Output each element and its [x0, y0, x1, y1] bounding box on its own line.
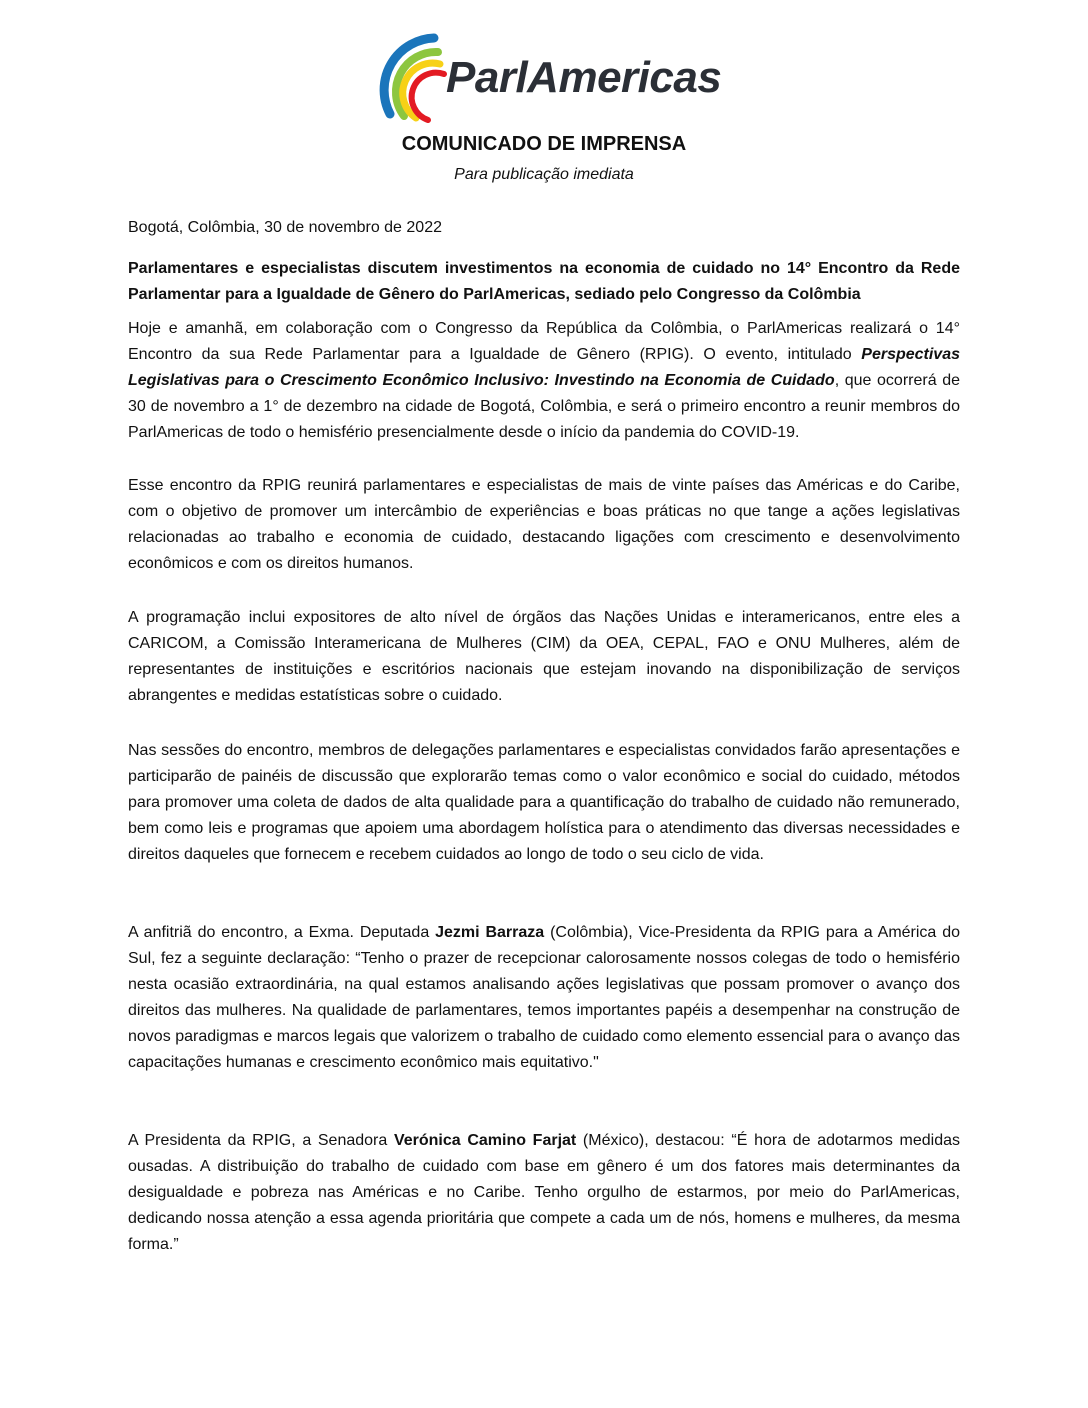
page-title: COMUNICADO DE IMPRENSA: [401, 133, 687, 155]
paragraph-text: Hoje e amanhã, em colaboração com o Congresso da República da Colômbia, o ParlAmericas realizará o 14° Encontro da sua Rede Parlamentar para a Igualdade de Gênero (RPIG). O evento, intitulado: [128, 320, 960, 363]
paragraph-participants: Esse encontro da RPIG reunirá parlamentares e especialistas de mais de vinte países das Américas e do Caribe, com o objetivo de promover um intercâmbio de experiências e boas práticas no que tange a ações legislativas relacionadas ao trabalho e economia de cuidado, destacando ligações com crescimento e desenvolvimento econômicos e com os direitos humanos.: [128, 477, 960, 572]
paragraph-text: (México), destacou: “É hora de adotarmos medidas ousadas. A distribuição do trabalho de cuidado com base em gênero é um dos fatores mais determinantes da desigualdade e pobreza nas Américas e no Caribe. Tenho orgulho de estarmos, por meio do ParlAmericas, dedicando nossa atenção a essa agenda prioritária que compete a cada um de nós, homens e mulheres, da mesma forma.”: [128, 1132, 960, 1253]
speaker-name: Verónica Camino Farjat: [393, 1132, 577, 1149]
parlamericas-logo: [372, 28, 722, 124]
paragraph-text: (Colômbia), Vice-Presidenta da RPIG para a América do Sul, fez a seguinte declaração: “Tenho o prazer de recepcionar calorosamente nossos colegas de todo o hemisfério nesta ocasião extraordinária, na qual estamos analisando ações legislativas que possam promover o avanço dos direitos das mulheres. Na qualidade de parlamentares, temos importantes papéis a desempenhar na construção de novos paradigmas e marcos legais que valorizem o trabalho de cuidado como elemento essencial para o avanço das capacitações humanas e crescimento econômico mais equitativo.": [128, 924, 960, 1071]
paragraph-host-quote: [128, 920, 960, 1076]
paragraph-intro: [128, 316, 960, 446]
event-title: Perspectivas Legislativas para o Crescimento Econômico Inclusivo: Investindo na Economia de Cuidado: [128, 346, 960, 389]
paragraph-text: A Presidenta da RPIG, a Senadora: [128, 1132, 394, 1149]
logo-wordmark: ParlAmericas: [446, 53, 722, 102]
lead-paragraph: Parlamentares e especialistas discutem investimentos na economia de cuidado no 14° Encontro da Rede Parlamentar para a Igualdade de Gênero do ParlAmericas, sediado pelo Congresso da Colômbia: [128, 260, 960, 303]
paragraph-text: , que ocorrerá de 30 de novembro a 1° de dezembro na cidade de Bogotá, Colômbia, e será o primeiro encontro a reunir membros do ParlAmericas de todo o hemisfério presencialmente desde o início da pandemia do COVID-19.: [128, 372, 961, 441]
page-subtitle: Para publicação imediata: [454, 166, 634, 183]
paragraph-president-quote: [128, 1128, 960, 1258]
paragraph-sessions: Nas sessões do encontro, membros de delegações parlamentares e especialistas convidados farão apresentações e participarão de painéis de discussão que explorarão temas como o valor econômico e social do cuidado, métodos para promover uma coleta de dados de alta qualidade para a quantificação do trabalho de cuidado não remunerado, bem como leis e programas que apoiem uma abordagem holística para o atendimento das diversas necessidades e direitos daqueles que fornecem e recebem cuidados ao longo de todo o seu ciclo de vida.: [128, 742, 960, 863]
speaker-name: Jezmi Barraza: [435, 924, 545, 941]
dateline: Bogotá, Colômbia, 30 de novembro de 2022: [128, 219, 442, 236]
paragraph-program: A programação inclui expositores de alto nível de órgãos das Nações Unidas e interamericanos, entre eles a CARICOM, a Comissão Interamericana de Mulheres (CIM) da OEA, CEPAL, FAO e ONU Mulheres, além de representantes de instituições e escritórios nacionais que estejam inovando na disponibilização de serviços abrangentes e medidas estatísticas sobre o cuidado.: [128, 609, 960, 704]
paragraph-text: A anfitriã do encontro, a Exma. Deputada: [128, 924, 436, 941]
